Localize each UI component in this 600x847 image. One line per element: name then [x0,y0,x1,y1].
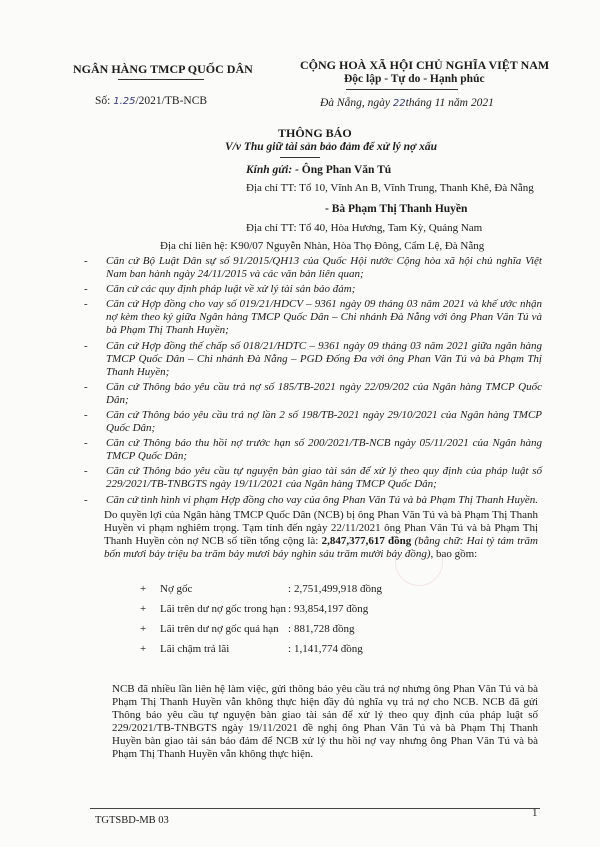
bank-name-underline [118,79,204,80]
collection-history-paragraph: NCB đã nhiều lần liên hệ làm việc, gửi thông báo yêu cầu trả nợ nhưng ông Phan Văn Tú và bà Phạm Thị Thanh Huyền vẫn không thực hiện đầy đủ nghĩa vụ trả nợ cho NCB. NCB đã gửi Thông báo yêu cầu tự nguyện bàn giao tài sản để xử lý theo quy định của pháp luật số 229/2021/TB-TNBGTS ngày 19/11/2021 đề nghị ông Phan Văn Tú và bà Phạm Thị Thanh Huyền bàn giao tài sản bảo đảm để NCB xử lý thu hồi nợ vay nhưng ông Phan Văn Tú và bà Phạm Thị Thanh Huyền vẫn không thực hiện. [112,683,538,760]
document-number [95,95,207,107]
footer-divider [90,808,540,809]
document-subject: V/v Thu giữ tài sản bảo đảm để xử lý nợ xấu [225,141,437,153]
legal-basis-item: - Căn cứ Hợp đồng thế chấp số 018/21/HDTC – 9361 ngày 09 tháng 03 năm 2021 giữa ngân hàng TMCP Quốc Dân – Chi nhánh Đà Nẵng – PGD Đống Đa với ông Phan Văn Tú và bà Phạm Thị Thanh Huyền; [84,339,542,378]
doc-number-prefix: Số: [95,95,114,107]
total-debt-words: (bằng chữ: Hai tỷ tám trăm bốn mươi bảy triệu ba trăm bảy mươi bảy nghìn sáu trăm mười bảy đồng) [104,535,538,560]
legal-basis-item: - Căn cứ Thông báo yêu cầu trả nợ số 185/TB-2021 ngày 22/09/202 của Ngân hàng TMCP Quốc Dân; [84,380,542,406]
recipient-address-1: Địa chỉ TT: Tổ 10, Vĩnh An B, Vĩnh Trung, Thanh Khê, Đà Nẵng [246,182,534,194]
legal-basis-item: - Căn cứ các quy định pháp luật về xử lý tài sản bảo đảm; [84,283,356,296]
page-number: 1 [532,807,538,819]
bullet-plus: + [140,603,147,615]
debt-summary-paragraph: Do quyền lợi của Ngân hàng TMCP Quốc Dân (NCB) bị ông Phan Văn Tú và bà Phạm Thị Thanh Huyền vi phạm nghiêm trọng. Tạm tính đến ngày 22/11/2021 ông Phan Văn Tú và bà Phạm Thị Thanh Huyền còn nợ NCB số tiền tổng cộng là: 2,847,377,617 đồng (bằng chữ: Hai tỷ tám trăm bốn mươi bảy triệu ba trăm bảy mươi bảy nghìn sáu trăm mười bảy đồng), bao gồm: [104,509,538,560]
legal-basis-item: - Căn cứ Thông báo yêu cầu trả nợ lần 2 số 198/TB-2021 ngày 29/10/2021 của Ngân hàng TMCP Quốc Dân; [84,408,542,434]
date-suffix: tháng 11 năm 2021 [405,97,494,109]
bank-name: NGÂN HÀNG TMCP QUỐC DÂN [73,62,253,76]
national-motto: Độc lập - Tự do - Hạnh phúc [344,73,485,85]
date-handwritten-day: 22 [392,98,406,109]
legal-basis-item: - Căn cứ tình hình vi phạm Hợp đồng cho vay của ông Phan Văn Tú và bà Phạm Thị Thanh Huyền. [84,493,538,506]
debt-item-label: Lãi chậm trả lãi [160,643,230,655]
recipient-name-1: Ông Phan Văn Tú [301,164,392,176]
contact-address: Địa chỉ liên hệ: K90/07 Nguyễn Nhàn, Hòa Thọ Đông, Cẩm Lệ, Đà Nẵng [160,240,485,252]
bullet-plus: + [140,583,147,595]
bullet-plus: + [140,643,147,655]
bullet-plus: + [140,623,147,635]
motto-underline [346,89,458,90]
recipient-label: Kính gửi: - [246,164,302,176]
doc-number-handwritten: 1.25 [113,96,136,107]
legal-basis-item: - Căn cứ Thông báo thu hồi nợ trước hạn số 200/2021/TB-NCB ngày 05/11/2021 của Ngân hàng TMCP Quốc Dân; [84,437,542,463]
recipient-line-1 [246,164,391,176]
document-title: THÔNG BÁO [278,126,352,140]
legal-basis-item: - Căn cứ Bộ Luật Dân sự số 91/2015/QH13 của Quốc Hội nước Cộng hòa xã hội chủ nghĩa Việt Nam ban hành ngày 24/11/2015 và các văn bản liên quan; [84,255,542,280]
legal-bases-list [84,255,542,509]
form-code: TGTSBD-MB 03 [95,815,169,826]
debt-item-value: 2,751,499,918 đồng [294,583,382,595]
date-prefix: Đà Nẵng, ngày [320,97,393,109]
recipient-name-2: - Bà Phạm Thị Thanh Huyền [325,203,468,215]
legal-basis-item: - Căn cứ Thông báo yêu cầu tự nguyện bàn giao tài sản để xử lý theo quy định của pháp luật số 229/2021/TB-TNBGTS ngày 19/11/2021 của Ngân hàng TMCP Quốc Dân; [84,465,542,491]
debt-item-label: Lãi trên dư nợ gốc quá hạn [160,623,279,635]
subject-underline [280,157,320,158]
doc-number-suffix: /2021/TB-NCB [135,95,208,107]
total-debt-amount: 2,847,377,617 đồng [321,535,412,547]
debt-item-label: Nợ gốc [160,583,193,595]
national-title: CỘNG HOÀ XÃ HỘI CHỦ NGHĨA VIỆT NAM [300,58,550,72]
faint-stamp-mark [395,538,443,586]
debt-item-value: 93,854,197 đồng [294,603,369,615]
debt-item-value: 1,141,774 đồng [294,643,363,655]
document-date [320,97,494,109]
debt-item-value: 881,728 đồng [294,623,355,635]
recipient-address-2: Địa chỉ TT: Tổ 40, Hòa Hương, Tam Kỳ, Quảng Nam [246,222,483,234]
debt-item-label: Lãi trên dư nợ gốc trong hạn [160,603,287,615]
legal-basis-item: - Căn cứ Hợp đồng cho vay số 019/21/HDCV – 9361 ngày 09 tháng 03 năm 2021 và khế ước nhận nợ kèm theo ký giữa Ngân hàng TMCP Quốc Dân – Chi nhánh Đà Nẵng với ông Phan Văn Tú và bà Phạm Thị Thanh Huyền; [84,298,542,337]
